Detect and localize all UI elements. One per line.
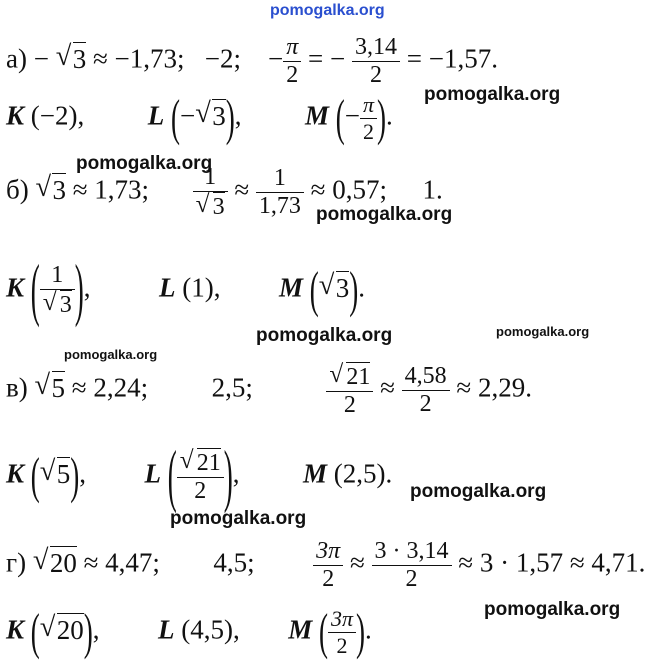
paren-open: ( [30, 250, 40, 329]
paren-close: ) [356, 603, 366, 661]
frac-3pi-2 [328, 606, 356, 659]
sqrt-3 [196, 192, 225, 221]
watermark-top: pomogalka.org [270, 2, 385, 19]
frac-den: 2 [322, 566, 335, 592]
period: . [386, 100, 393, 131]
point-k: K [6, 614, 25, 645]
value-1: 1. [422, 174, 443, 205]
watermark: pomogalka.org [256, 325, 393, 346]
frac-3x314-2 [372, 538, 452, 593]
frac-num: π [360, 92, 377, 119]
frac-den: 2 [369, 62, 382, 88]
frac-num: π [283, 34, 301, 62]
part-a-line2 [6, 89, 393, 147]
point-m: M [303, 458, 328, 489]
approx-value: ≈ 1,73; [72, 174, 150, 205]
approx-value: ≈ −1,73; [92, 43, 185, 74]
minus-sign: − [179, 100, 196, 131]
point-k: K [6, 458, 25, 489]
frac-314-2 [352, 34, 400, 89]
point-l-value: (4,5), [181, 614, 240, 645]
approx-value: ≈ 2,24; [71, 372, 149, 403]
paren-open: ( [30, 603, 40, 661]
part-a-label: а) [6, 43, 27, 74]
sqrt-3 [56, 42, 87, 75]
watermark: pomogalka.org [424, 84, 561, 105]
sqrt-20 [40, 613, 84, 646]
frac-sqrt21-2 [326, 362, 373, 419]
paren-close: ) [74, 250, 84, 329]
point-m-value: (2,5). [333, 458, 393, 489]
watermark: pomogalka.org [170, 508, 307, 529]
point-l: L [158, 614, 175, 645]
frac-num: 3 · 3,14 [372, 538, 452, 566]
equals-minus: = − [308, 43, 346, 74]
sqrt-arg: 3 [212, 194, 225, 220]
value-4-5: 4,5; [213, 547, 255, 578]
sqrt-arg: 3 [59, 292, 72, 318]
approx-sign: ≈ [349, 547, 365, 578]
part-c-label: в) [6, 372, 28, 403]
sqrt-arg: 5 [56, 458, 71, 489]
part-c-line1 [6, 362, 532, 419]
part-b-line2 [6, 250, 366, 329]
minus-sign: − [33, 43, 49, 74]
watermark: pomogalka.org [484, 599, 621, 620]
watermark: pomogalka.org [410, 481, 547, 502]
frac-num: 1 [256, 165, 304, 193]
sqrt-3 [319, 271, 350, 304]
point-m: M [288, 614, 313, 645]
result-value: ≈ 2,29. [456, 372, 532, 403]
sqrt-arg: 20 [49, 547, 77, 578]
paren-close: ) [225, 89, 235, 147]
result-value: ≈ 3 · 1,57 ≈ 4,71. [458, 547, 646, 578]
part-c-line2 [6, 436, 393, 515]
sqrt-arg: 5 [51, 372, 65, 403]
point-l: L [159, 272, 176, 303]
comma: , [234, 100, 242, 131]
frac-den: 2 [336, 633, 348, 658]
watermark: pomogalka.org [64, 347, 158, 362]
result-value: = −1,57. [406, 43, 498, 74]
value-minus-2: −2; [204, 43, 241, 74]
comma: , [232, 458, 240, 489]
paren-open: ( [170, 89, 180, 147]
approx-value-2: ≈ 0,57; [310, 174, 387, 205]
part-d-label: г) [6, 547, 27, 578]
sqrt-arg: 20 [56, 614, 84, 645]
frac-458-2 [402, 363, 450, 418]
part-d-line1 [6, 538, 645, 593]
sqrt-arg: 3 [72, 43, 87, 74]
sqrt-5 [40, 457, 71, 490]
paren-close: ) [223, 436, 233, 515]
frac-den: 2 [343, 392, 356, 418]
frac-den: 2 [286, 62, 299, 88]
frac-3pi-2 [313, 538, 343, 593]
part-b-label: б) [6, 174, 29, 205]
sqrt-arg: 21 [346, 364, 371, 390]
paren-open: ( [319, 603, 329, 661]
watermark: pomogalka.org [316, 204, 453, 225]
period: . [365, 614, 372, 645]
frac-den: 2 [362, 119, 374, 144]
sqrt-3 [35, 173, 66, 206]
frac-num: 3π [328, 606, 356, 633]
paren-open: ( [167, 436, 177, 515]
point-l-value: (1), [182, 272, 221, 303]
minus-sign: − [344, 100, 360, 131]
paren-open: ( [309, 261, 319, 319]
comma: , [79, 458, 87, 489]
part-d-line2 [6, 603, 372, 661]
frac-den: 2 [419, 391, 432, 417]
point-k-value: (−2), [30, 100, 85, 131]
point-l: L [147, 100, 165, 131]
frac-pi-2 [360, 92, 377, 145]
frac-1-sqrt3 [40, 262, 75, 319]
comma: , [83, 272, 91, 303]
sqrt-21 [329, 362, 370, 391]
sqrt-arg: 21 [196, 450, 221, 476]
watermark: pomogalka.org [76, 153, 213, 174]
frac-den: 2 [194, 478, 207, 504]
watermark: pomogalka.org [496, 324, 590, 339]
frac-1-173 [256, 165, 304, 220]
paren-close: ) [70, 447, 80, 505]
sqrt-5 [35, 371, 66, 404]
paren-close: ) [349, 261, 359, 319]
sqrt-arg: 3 [212, 100, 226, 131]
approx-sign: ≈ [380, 372, 395, 403]
frac-den: 1,73 [258, 193, 301, 219]
point-l: L [144, 458, 162, 489]
frac-num: 1 [40, 262, 75, 290]
period: . [358, 272, 366, 303]
point-k: K [6, 272, 25, 303]
frac-num: 3,14 [352, 34, 400, 62]
frac-num: 4,58 [402, 363, 450, 391]
approx-value: ≈ 4,47; [83, 547, 160, 578]
point-m: M [304, 100, 329, 131]
paren-open: ( [30, 447, 40, 505]
point-m: M [279, 272, 304, 303]
comma: , [92, 614, 100, 645]
frac-pi-2 [283, 34, 301, 89]
sqrt-3 [195, 99, 226, 132]
sqrt-21 [180, 448, 221, 477]
sqrt-3 [43, 290, 72, 319]
point-k: K [6, 100, 25, 131]
paren-open: ( [335, 89, 345, 147]
sqrt-arg: 3 [52, 174, 66, 205]
sqrt-20 [33, 546, 77, 579]
part-a-line1: а) − √ 3 ≈ −1,73; −2; − $\frac{\pi}{2}$ = − $\frac{3,14}{2}$ = −1,57. [6, 34, 498, 89]
frac-num: 1 [193, 164, 228, 192]
paren-close: ) [377, 89, 386, 147]
frac-num: 3π [313, 538, 343, 566]
frac-den: 2 [405, 566, 418, 592]
sqrt-arg: 3 [335, 272, 350, 303]
paren-close: ) [83, 603, 93, 661]
frac-sqrt21-2 [177, 448, 224, 505]
approx-sign: ≈ [234, 174, 250, 205]
value-2-5: 2,5; [211, 372, 253, 403]
